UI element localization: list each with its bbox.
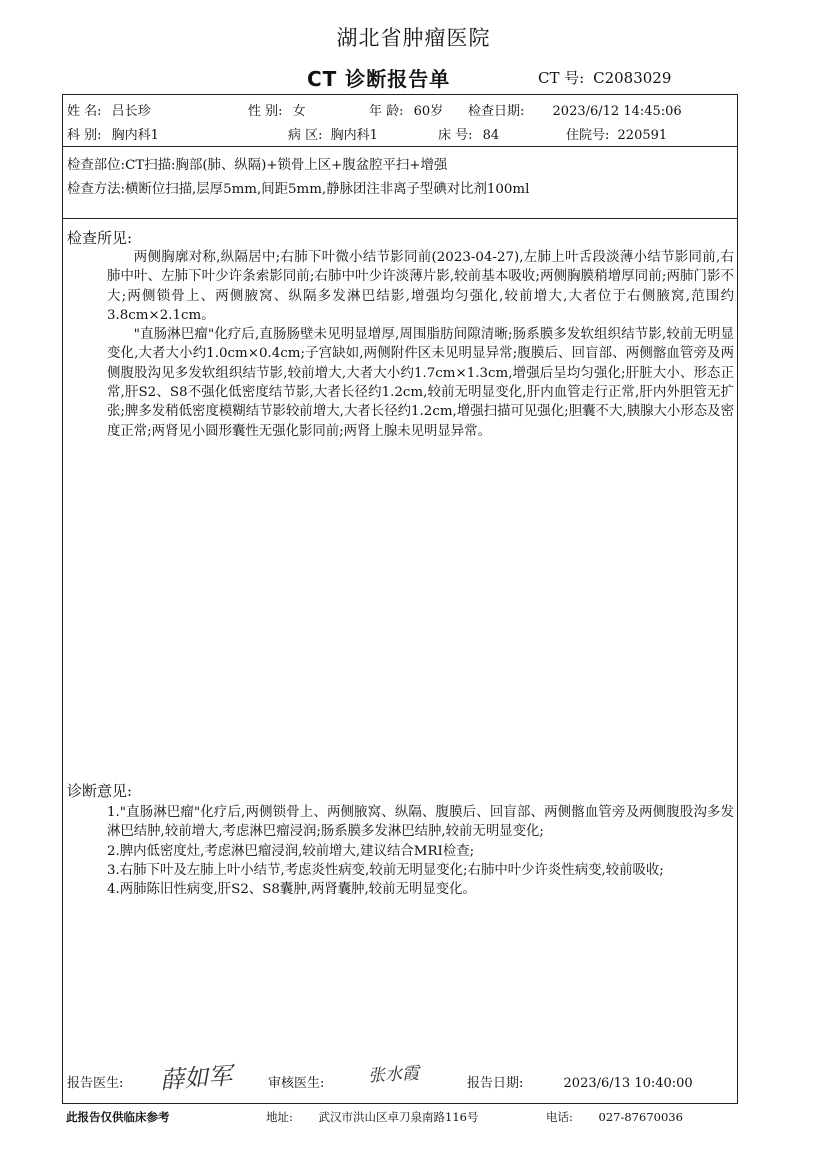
exam-site-label: 检查部位: [67, 158, 126, 173]
sex-label: 性 别: [248, 104, 283, 119]
diagnosis-item: 2.脾内低密度灶,考虑淋巴瘤浸润,较前增大,建议结合MRI检查; [107, 843, 475, 859]
bed-value: 84 [482, 128, 500, 143]
exam-date: 2023/6/12 14:45:06 [552, 104, 682, 119]
inpatient-label: 住院号: [566, 128, 610, 143]
diagnosis-item: 4.两肺陈旧性病变,肝S2、S8囊肿,两肾囊肿,较前无明显变化。 [107, 882, 476, 898]
disclaimer-text: 此报告仅供临床参考 [66, 1110, 170, 1124]
report-title: CT 诊断报告单 [307, 67, 451, 91]
phone-value: 027-87670036 [598, 1110, 683, 1124]
address-field [266, 1109, 478, 1125]
exam-site: CT扫描:胸部(肺、纵隔)+锁骨上区+腹盆腔平扫+增强 [125, 158, 448, 173]
report-date-field [467, 1072, 693, 1091]
hospital-name: 湖北省肿瘤医院 [336, 26, 491, 50]
address-value: 武汉市洪山区卓刀泉南路116号 [318, 1110, 479, 1124]
report-date-label: 报告日期: [467, 1076, 524, 1091]
patient-name-field [67, 100, 151, 119]
patient-age-field [369, 100, 443, 119]
disclaimer [66, 1109, 170, 1125]
diagnosis-item: 3.右肺下叶及左肺上叶小结节,考虑炎性病变,较前无明显变化;右肺中叶少许炎性病变,较前吸收; [107, 862, 664, 878]
reviewer-signature: 张水霞 [367, 1063, 420, 1087]
diagnosis-list [107, 803, 734, 899]
patient-sex-field [248, 100, 306, 119]
ward-field [288, 124, 378, 143]
ct-number-block [538, 67, 671, 88]
ward-label: 病 区: [288, 128, 323, 143]
bed-field [438, 124, 499, 143]
diagnosis-item: 1."直肠淋巴瘤"化疗后,两侧锁骨上、两侧腋窝、纵隔、腹膜后、回盲部、两侧髂血管旁及两侧腹股沟多发淋巴结肿,较前增大,考虑淋巴瘤浸润;肠系膜多发淋巴结肿,较前无明显变化; [107, 805, 734, 840]
dept-field [67, 124, 159, 143]
diagnosis-title: 诊断意见: [67, 782, 133, 800]
findings-title: 检查所见: [67, 229, 133, 247]
report-frame [62, 94, 738, 1104]
phone-field [546, 1109, 683, 1125]
exam-method-field [67, 178, 529, 197]
report-date: 2023/6/13 10:40:00 [563, 1076, 693, 1091]
patient-name: 吕长珍 [111, 104, 151, 119]
inpatient-number: 220591 [617, 128, 668, 143]
dept-value: 胸内科1 [111, 128, 159, 143]
ward-value: 胸内科1 [330, 128, 378, 143]
bed-label: 床 号: [438, 128, 473, 143]
exam-method-label: 检查方法: [67, 182, 126, 197]
exam-date-label: 检查日期: [468, 104, 525, 119]
name-label: 姓 名: [67, 104, 102, 119]
findings-paragraph: 两侧胸廓对称,纵隔居中;右肺下叶微小结节影同前(2023-04-27),左肺上叶舌段淡薄小结节影同前,右肺中叶、左肺下叶少许条索影同前;右肺中叶少许淡薄片影,较前基本吸收;两侧胸膜稍增厚同前;两肺门影不大;两侧锁骨上、两侧腋窝、纵隔多发淋巴结影,增强均匀强化,较前增大,大者位于右侧腋窝,范围约3.8cm×2.1cm。 [107, 250, 734, 323]
ct-number-label: CT 号: [538, 69, 585, 87]
exam-site-field [67, 154, 447, 173]
address-label: 地址: [266, 1110, 293, 1124]
age-label: 年 龄: [369, 104, 404, 119]
reporter-label: 报告医生: [67, 1076, 124, 1091]
reporter-signature: 薛如军 [159, 1061, 234, 1095]
patient-age: 60岁 [413, 104, 444, 119]
patient-sex: 女 [292, 104, 306, 119]
reviewer-label: 审核医生: [268, 1076, 325, 1091]
dept-label: 科 别: [67, 128, 102, 143]
ct-number-value: C2083029 [593, 69, 672, 87]
inpatient-field [566, 124, 667, 143]
exam-method: 横断位扫描,层厚5mm,间距5mm,静脉团注非离子型碘对比剂100ml [125, 182, 530, 197]
exam-date-field [468, 100, 682, 119]
findings-body [107, 248, 734, 441]
divider-patient [62, 146, 738, 147]
phone-label: 电话: [546, 1110, 573, 1124]
findings-paragraph: "直肠淋巴瘤"化疗后,直肠肠壁未见明显增厚,周围脂肪间隙清晰;肠系膜多发软组织结节影,较前无明显变化,大者大小约1.0cm×0.4cm;子宫缺如,两侧附件区未见明显异常;腹膜后、回盲部、两侧髂血管旁及两侧腹股沟见多发软组织结节影,较前增大,大者大小约1.7cm×1.3cm,增强后呈均匀强化;肝脏大小、形态正常,肝S2、S8不强化低密度结节影,大者长径约1.2cm,较前无明显变化,肝内血管走行正常,肝内外胆管无扩张;脾多发稍低密度模糊结节影较前增大,大者长径约1.2cm,增强扫描可见强化;胆囊不大,胰腺大小形态及密度正常;两肾见小圆形囊性无强化影同前;两肾上腺未见明显异常。 [107, 327, 734, 439]
divider-exam [62, 218, 738, 219]
